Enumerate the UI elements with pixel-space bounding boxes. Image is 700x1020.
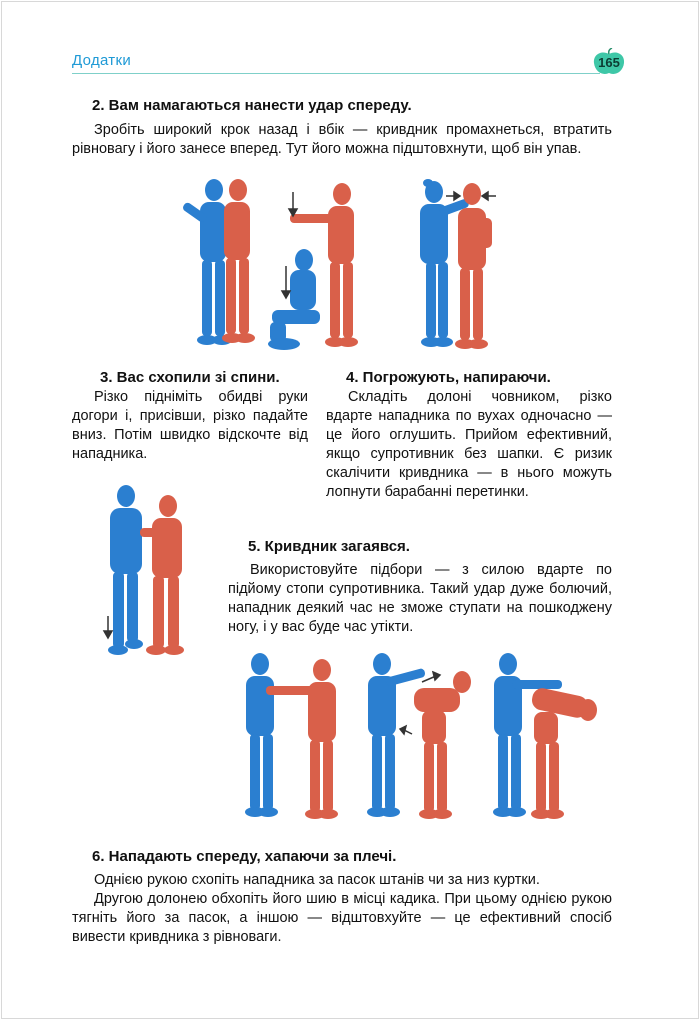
heading-section-5: 5. Кривдник загаявся. — [248, 538, 410, 555]
heading-section-6: 6. Нападають спереду, хапаючи за плечі. — [92, 848, 397, 865]
page-number: 165 — [598, 55, 620, 70]
heading-section-2: 2. Вам намагаються нанести удар спереду. — [92, 97, 412, 114]
heading-section-4: 4. Погрожують, напираючи. — [346, 369, 551, 386]
illustration-shoulder-grab-sequence — [236, 652, 602, 822]
text-section-6-line-1: Однією рукою схопіть нападника за пасок штанів чи за низ куртки. — [94, 872, 540, 888]
header-rule — [72, 73, 600, 74]
illustration-ears-clap — [412, 178, 512, 354]
heading-section-3: 3. Вас схопили зі спини. — [100, 369, 280, 386]
text-section-2: Зробіть широкий крок назад і вбік — кривдник промахнеться, втратить рівновагу і його занесе вперед. Тут його можна підштовхнути, щоб він упав. — [72, 122, 612, 157]
text-section-6-paragraph-2: Другою долонею обхопіть його шию в місці кадика. При цьому однією рукою тягніть його за пасок, а іншою — відштовхуйте — це ефективний спосіб вивести кривдника з рівноваги. — [72, 891, 612, 945]
page-badge — [592, 48, 626, 76]
text-section-3: Різко підніміть обидві руки догори і, присівши, різко падайте вниз. Потім швидко відскочте від нападника. — [72, 389, 308, 462]
illustration-side-step — [172, 176, 372, 354]
illustration-heel-stomp — [98, 484, 190, 664]
section-title: Додатки — [72, 52, 132, 69]
text-section-5: Використовуйте підбори — з силою вдарте по підйому стопи супротивника. Такий удар дуже болючий, нападник деякий час не зможе ступати на пошкоджену ногу, і у вас буде час утікти. — [228, 562, 612, 635]
text-section-4: Складіть долоні човником, різко вдарте нападника по вухах одночасно — це його оглушить. Прийом ефективний, якщо супротивник без шапки. Є ризик скалічити кривдника — в нього можуть лопнути барабанні перетинки. — [326, 389, 612, 500]
